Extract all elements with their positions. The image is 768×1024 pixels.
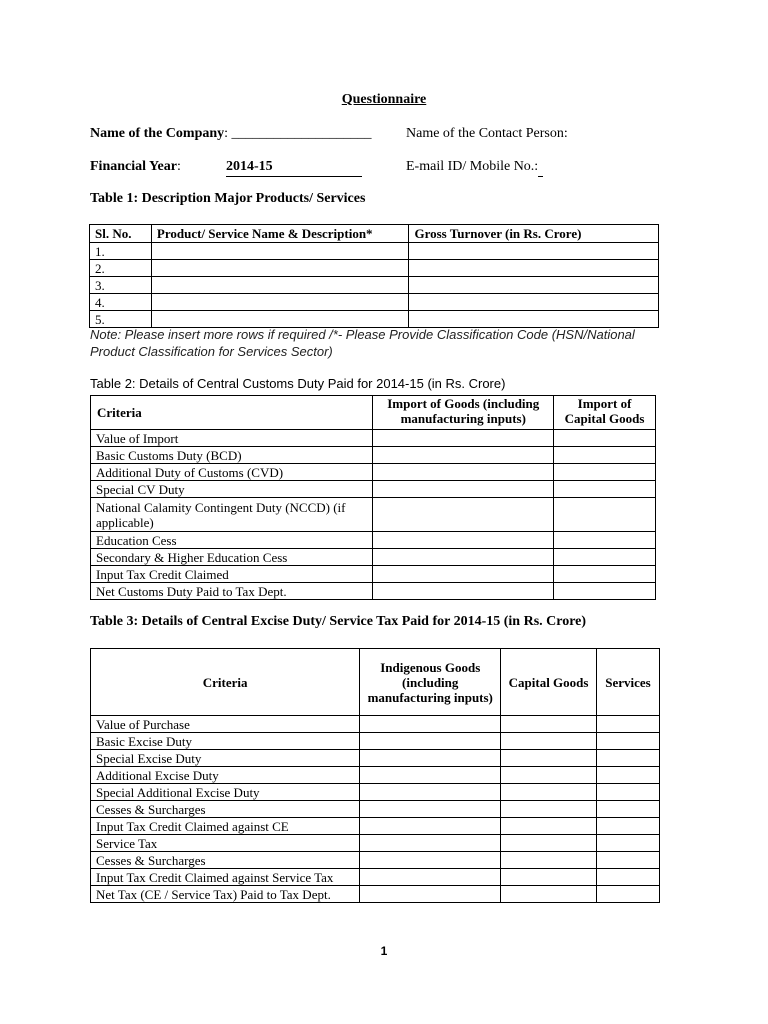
- value-cell[interactable]: [501, 801, 597, 818]
- value-cell[interactable]: [373, 464, 554, 481]
- table-row: [91, 869, 660, 886]
- fy-underline: [226, 176, 362, 177]
- value-cell[interactable]: [596, 886, 659, 903]
- value-cell[interactable]: [501, 835, 597, 852]
- table3-header-row: [91, 649, 660, 716]
- criteria-cell: Basic Excise Duty: [91, 733, 360, 750]
- value-cell[interactable]: [373, 532, 554, 549]
- row-number: 2.: [90, 260, 152, 277]
- row-number: 3.: [90, 277, 152, 294]
- value-cell[interactable]: [373, 447, 554, 464]
- value-cell[interactable]: [360, 733, 501, 750]
- value-cell[interactable]: [360, 852, 501, 869]
- value-cell[interactable]: [554, 549, 656, 566]
- value-cell[interactable]: [554, 532, 656, 549]
- table-row: [91, 481, 656, 498]
- contact-person-label: Name of the Contact Person:: [406, 126, 568, 141]
- table1-caption: Table 1: Description Major Products/ Services: [90, 191, 366, 206]
- value-cell[interactable]: [360, 801, 501, 818]
- table-row: [91, 852, 660, 869]
- table1-note: Note: Please insert more rows if required /*- Please Provide Classification Code (HSN/National Product Classification for Services Sector): [90, 327, 635, 359]
- row-number: 4.: [90, 294, 152, 311]
- value-cell[interactable]: [373, 481, 554, 498]
- fy-label: Financial Year: [90, 159, 177, 174]
- table1-header-product: Product/ Service Name & Description*: [151, 225, 409, 243]
- criteria-cell: National Calamity Contingent Duty (NCCD) (if applicable): [91, 498, 373, 532]
- value-cell[interactable]: [554, 447, 656, 464]
- value-cell[interactable]: [501, 716, 597, 733]
- value-cell[interactable]: [554, 430, 656, 447]
- criteria-cell: Cesses & Surcharges: [91, 852, 360, 869]
- value-cell[interactable]: [596, 716, 659, 733]
- value-cell[interactable]: [501, 750, 597, 767]
- company-blank: ____________________: [231, 126, 372, 141]
- financial-year-field: [90, 159, 181, 175]
- table2: [90, 395, 656, 600]
- value-cell[interactable]: [360, 835, 501, 852]
- value-cell[interactable]: [373, 430, 554, 447]
- table2-caption: Table 2: Details of Central Customs Duty Paid for 2014-15 (in Rs. Crore): [90, 376, 506, 391]
- table-row: [91, 549, 656, 566]
- company-field: [90, 126, 372, 142]
- table-row: [90, 311, 659, 328]
- table2-header-criteria: Criteria: [91, 396, 373, 430]
- table2-header-row: [91, 396, 656, 430]
- value-cell[interactable]: [554, 464, 656, 481]
- value-cell[interactable]: [373, 583, 554, 600]
- value-cell[interactable]: [501, 869, 597, 886]
- value-cell[interactable]: [360, 716, 501, 733]
- criteria-cell: Secondary & Higher Education Cess: [91, 549, 373, 566]
- fy-value: 2014-15: [226, 159, 273, 174]
- value-cell[interactable]: [596, 818, 659, 835]
- criteria-cell: Special Additional Excise Duty: [91, 784, 360, 801]
- turnover-cell[interactable]: [409, 260, 659, 277]
- table-row: [91, 801, 660, 818]
- product-cell[interactable]: [151, 277, 409, 294]
- table-row: [91, 750, 660, 767]
- value-cell[interactable]: [360, 750, 501, 767]
- value-cell[interactable]: [501, 886, 597, 903]
- table-row: [91, 733, 660, 750]
- value-cell[interactable]: [373, 549, 554, 566]
- table3-header-indigenous-goods: Indigenous Goods (including manufacturing inputs): [360, 649, 501, 716]
- table-row: [91, 464, 656, 481]
- value-cell[interactable]: [596, 750, 659, 767]
- product-cell[interactable]: [151, 260, 409, 277]
- table-row: [91, 886, 660, 903]
- value-cell[interactable]: [360, 869, 501, 886]
- table-row: [91, 716, 660, 733]
- table-row: [91, 447, 656, 464]
- table1: [89, 224, 659, 328]
- value-cell[interactable]: [501, 818, 597, 835]
- product-cell[interactable]: [151, 243, 409, 260]
- criteria-cell: Education Cess: [91, 532, 373, 549]
- table3-header-capital-goods: Capital Goods: [501, 649, 597, 716]
- value-cell[interactable]: [554, 583, 656, 600]
- criteria-cell: Input Tax Credit Claimed: [91, 566, 373, 583]
- company-colon: :: [224, 126, 232, 141]
- value-cell[interactable]: [596, 733, 659, 750]
- row-number: 5.: [90, 311, 152, 328]
- product-cell[interactable]: [151, 294, 409, 311]
- value-cell[interactable]: [360, 784, 501, 801]
- table-row: [91, 835, 660, 852]
- turnover-cell[interactable]: [409, 311, 659, 328]
- table3-caption: Table 3: Details of Central Excise Duty/ Service Tax Paid for 2014-15 (in Rs. Crore): [90, 614, 587, 629]
- value-cell[interactable]: [554, 566, 656, 583]
- value-cell[interactable]: [501, 784, 597, 801]
- table-row: [90, 260, 659, 277]
- value-cell[interactable]: [596, 801, 659, 818]
- value-cell[interactable]: [554, 498, 656, 532]
- value-cell[interactable]: [360, 818, 501, 835]
- table-row: [90, 277, 659, 294]
- value-cell[interactable]: [554, 481, 656, 498]
- criteria-cell: Additional Excise Duty: [91, 767, 360, 784]
- value-cell[interactable]: [360, 886, 501, 903]
- table-row: [91, 498, 656, 532]
- page-number: 1: [380, 944, 388, 958]
- table-row: [90, 243, 659, 260]
- turnover-cell[interactable]: [409, 294, 659, 311]
- table1-header-slno: Sl. No.: [90, 225, 152, 243]
- table1-header-turnover: Gross Turnover (in Rs. Crore): [409, 225, 659, 243]
- email-label: E-mail ID/ Mobile No.:: [406, 159, 539, 174]
- value-cell[interactable]: [596, 767, 659, 784]
- turnover-cell[interactable]: [409, 243, 659, 260]
- value-cell[interactable]: [373, 498, 554, 532]
- table-row: [91, 818, 660, 835]
- criteria-cell: Basic Customs Duty (BCD): [91, 447, 373, 464]
- fy-colon: :: [176, 159, 181, 174]
- turnover-cell[interactable]: [409, 277, 659, 294]
- product-cell[interactable]: [151, 311, 409, 328]
- table2-header-capital-goods: Import of Capital Goods: [554, 396, 656, 430]
- table-row: [91, 430, 656, 447]
- criteria-cell: Net Customs Duty Paid to Tax Dept.: [91, 583, 373, 600]
- value-cell[interactable]: [501, 733, 597, 750]
- criteria-cell: Value of Import: [91, 430, 373, 447]
- table3: [90, 648, 660, 903]
- criteria-cell: Service Tax: [91, 835, 360, 852]
- table-row: [91, 566, 656, 583]
- table-row: [91, 767, 660, 784]
- value-cell[interactable]: [360, 767, 501, 784]
- table3-header-services: Services: [596, 649, 659, 716]
- table-row: [90, 294, 659, 311]
- value-cell[interactable]: [501, 852, 597, 869]
- criteria-cell: Cesses & Surcharges: [91, 801, 360, 818]
- page-title: Questionnaire: [341, 92, 427, 107]
- value-cell[interactable]: [373, 566, 554, 583]
- criteria-cell: Special CV Duty: [91, 481, 373, 498]
- criteria-cell: Input Tax Credit Claimed against Service Tax: [91, 869, 360, 886]
- value-cell[interactable]: [596, 835, 659, 852]
- value-cell[interactable]: [596, 852, 659, 869]
- row-number: 1.: [90, 243, 152, 260]
- criteria-cell: Value of Purchase: [91, 716, 360, 733]
- table1-header-row: [90, 225, 659, 243]
- table-row: [91, 532, 656, 549]
- table2-header-import-goods: Import of Goods (including manufacturing inputs): [373, 396, 554, 430]
- company-label: Name of the Company: [90, 126, 225, 141]
- table3-header-criteria: Criteria: [91, 649, 360, 716]
- value-cell[interactable]: [596, 784, 659, 801]
- value-cell[interactable]: [596, 869, 659, 886]
- criteria-cell: Additional Duty of Customs (CVD): [91, 464, 373, 481]
- criteria-cell: Special Excise Duty: [91, 750, 360, 767]
- criteria-cell: Input Tax Credit Claimed against CE: [91, 818, 360, 835]
- table-row: [91, 583, 656, 600]
- table-row: [91, 784, 660, 801]
- value-cell[interactable]: [501, 767, 597, 784]
- email-underline: [538, 176, 543, 177]
- criteria-cell: Net Tax (CE / Service Tax) Paid to Tax Dept.: [91, 886, 360, 903]
